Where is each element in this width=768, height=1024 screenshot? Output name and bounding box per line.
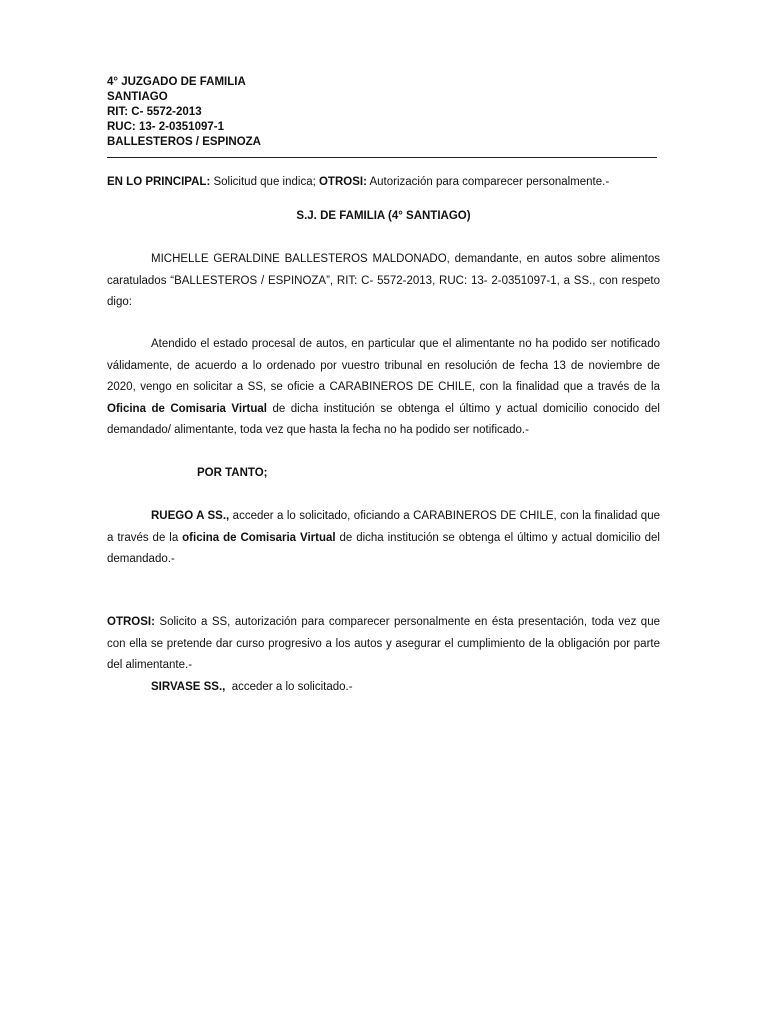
case-header <box>107 75 261 150</box>
p1-text-bold: Oficina de Comisaria Virtual <box>107 402 268 415</box>
body-paragraph-1 <box>107 334 660 442</box>
p2-text-bold-c: oficina de Comisaria Virtual <box>182 531 336 544</box>
otrosi-summary-text: Autorización para comparecer personalmente.- <box>366 176 610 188</box>
p1-text-a: Atendido el estado procesal de autos, en particular que el alimentante no ha podido ser notificado válidamente, de acuerdo a lo ordenado por vuestro tribunal en resolución de fecha 13 de noviembre de 2020, vengo en solicitar a SS, se oficie a CARABINEROS DE CHILE, con la finalidad que a través de la <box>107 338 660 393</box>
sirvase-line <box>107 677 660 699</box>
otrosi-summary-label: OTROSI: <box>318 176 367 188</box>
intro-text: demandante, en autos sobre alimentos caratulados “BALLESTEROS / ESPINOZA”, RIT: C- 5572-2013, RUC: 13- 2-0351097-1, a SS., con respeto digo: <box>107 253 660 308</box>
header-divider <box>107 157 657 158</box>
principal-summary <box>107 172 660 194</box>
otrosi-paragraph <box>107 612 660 677</box>
case-parties: BALLESTEROS / ESPINOZA <box>107 136 261 148</box>
p2-text-b: acceder a lo solicitado, oficiando a CARABINEROS DE CHILE, con la finalidad que a través de la <box>107 510 660 544</box>
ruc-number: RUC: 13- 2-0351097-1 <box>107 121 224 133</box>
body-paragraph-2 <box>107 506 660 571</box>
sirvase-label: SIRVASE SS., <box>151 681 226 693</box>
otrosi-text: Solicito a SS, autorización para comparecer personalmente en ésta presentación, toda vez que con ella se pretende dar curso progresivo a los autos y asegurar el cumplimiento de la obligación por parte del alimentante.- <box>107 616 660 671</box>
p1-text-c: de dicha institución se obtenga el último y actual domicilio conocido del demandado/ alimentante, toda vez que hasta la fecha no ha podido ser notificado.- <box>107 402 660 436</box>
otrosi-label: OTROSI: <box>107 616 155 628</box>
p2-text-d: de dicha institución se obtenga el último y actual domicilio del demandado.- <box>107 531 660 565</box>
principal-label: EN LO PRINCIPAL: <box>107 176 211 188</box>
por-tanto: POR TANTO; <box>197 467 268 479</box>
p2-text-bold-a: RUEGO A SS., <box>151 510 230 522</box>
court-name: 4° JUZGADO DE FAMILIA <box>107 76 246 88</box>
court-city: SANTIAGO <box>107 91 168 103</box>
intro-paragraph <box>107 249 660 314</box>
addressee: S.J. DE FAMILIA (4° SANTIAGO) <box>296 210 471 222</box>
sirvase-text: acceder a lo solicitado.- <box>225 681 353 693</box>
rit-number: RIT: C- 5572-2013 <box>107 106 202 118</box>
principal-text: Solicitud que indica; <box>210 176 319 188</box>
petitioner-name: MICHELLE GERALDINE BALLESTEROS MALDONADO, <box>151 253 450 265</box>
